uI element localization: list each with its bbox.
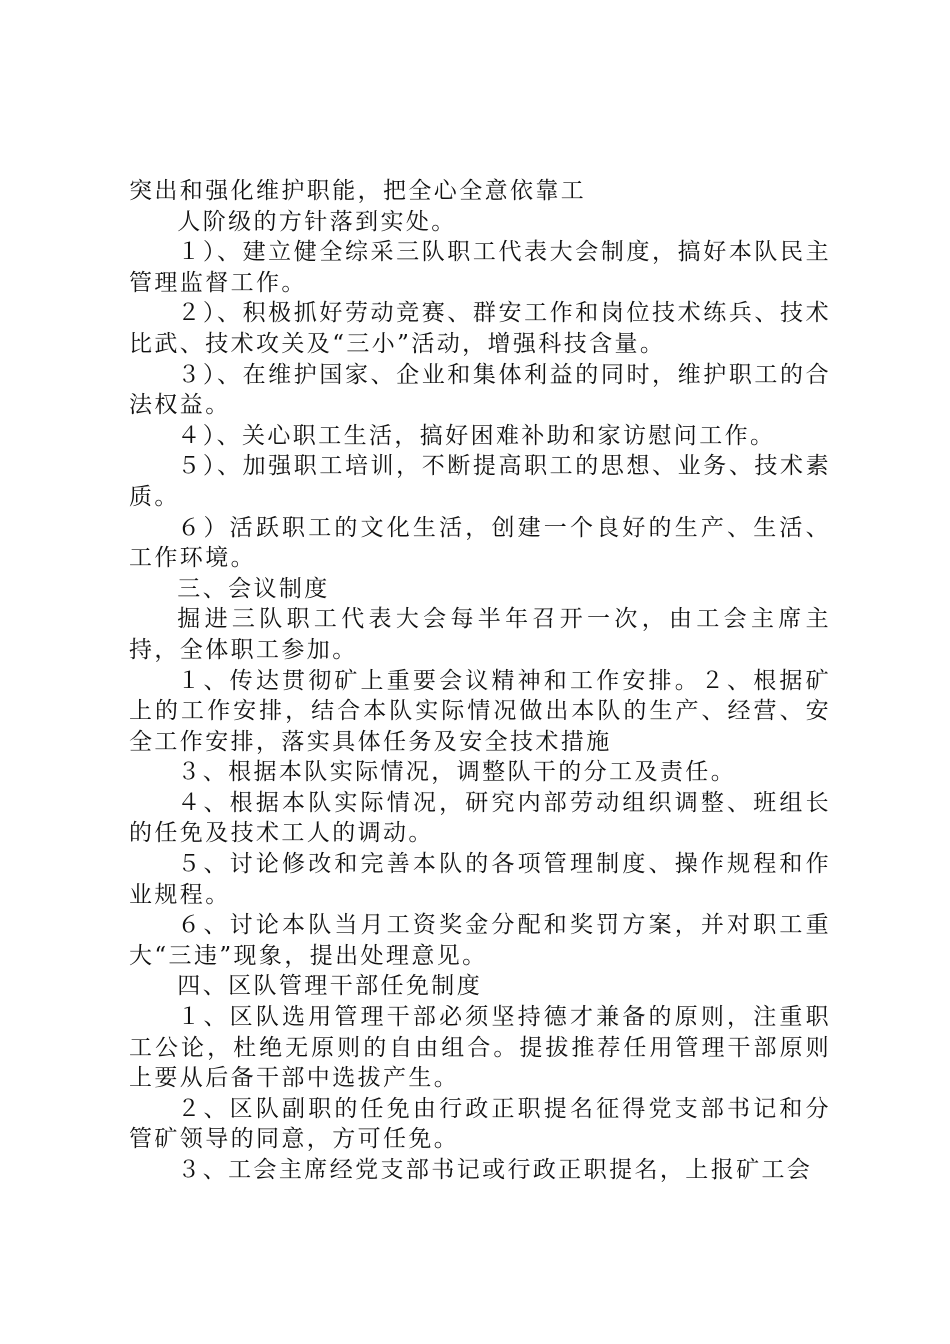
paragraph: １、传达贯彻矿上重要会议精神和工作安排。２、根据矿上的工作安排，结合本队实际情况做出本队的生产、经营、安全工作安排，落实具体任务及安全技术措施 — [129, 667, 831, 755]
paragraph: 三、会议制度 — [177, 575, 330, 602]
document-body — [129, 176, 831, 1186]
paragraph: 突出和强化维护职能，把全心全意依靠工 — [129, 178, 587, 204]
paragraph: ５、讨论修改和完善本队的各项管理制度、操作规程和作业规程。 — [129, 851, 831, 908]
paragraph: ６）活跃职工的文化生活，创建一个良好的生产、生活、工作环境。 — [129, 514, 831, 572]
paragraph: ６、讨论本队当月工资奖金分配和奖罚方案，并对职工重大“三违”现象，提出处理意见。 — [129, 912, 831, 969]
paragraph: 人阶级的方针落到实处。 — [177, 208, 457, 235]
paragraph: 掘进三队职工代表大会每半年召开一次，由工会主席主持，全体职工参加。 — [129, 606, 831, 663]
paragraph: ５）、加强职工培训，不断提高职工的思想、业务、技术素质。 — [129, 453, 831, 510]
paragraph: ４）、关心职工生活，搞好困难补助和家访慰问工作。 — [177, 422, 776, 449]
paragraph: 四、区队管理干部任免制度 — [177, 973, 483, 1000]
paragraph: ３、工会主席经党支部书记或行政正职提名，上报矿工会 — [177, 1157, 813, 1183]
paragraph: ４、根据本队实际情况，研究内部劳动组织调整、班组长的任免及技术工人的调动。 — [129, 789, 831, 847]
paragraph: ３）、在维护国家、企业和集体利益的同时，维护职工的合法权益。 — [129, 361, 831, 419]
paragraph: ２）、积极抓好劳动竞赛、群安工作和岗位技术练兵、技术比武、技术攻关及“三小”活动，增强科技含量。 — [129, 300, 831, 357]
paragraph: ３、根据本队实际情况，调整队干的分工及责任。 — [177, 759, 737, 786]
paragraph: １）、建立健全综采三队职工代表大会制度，搞好本队民主管理监督工作。 — [129, 239, 831, 296]
paragraph: ２、区队副职的任免由行政正职提名征得党支部书记和分管矿领导的同意，方可任免。 — [129, 1095, 831, 1153]
paragraph: １、区队选用管理干部必须坚持德才兼备的原则，注重职工公论，杜绝无原则的自由组合。提拔推荐任用管理干部原则上要从后备干部中选拔产生。 — [129, 1004, 831, 1092]
